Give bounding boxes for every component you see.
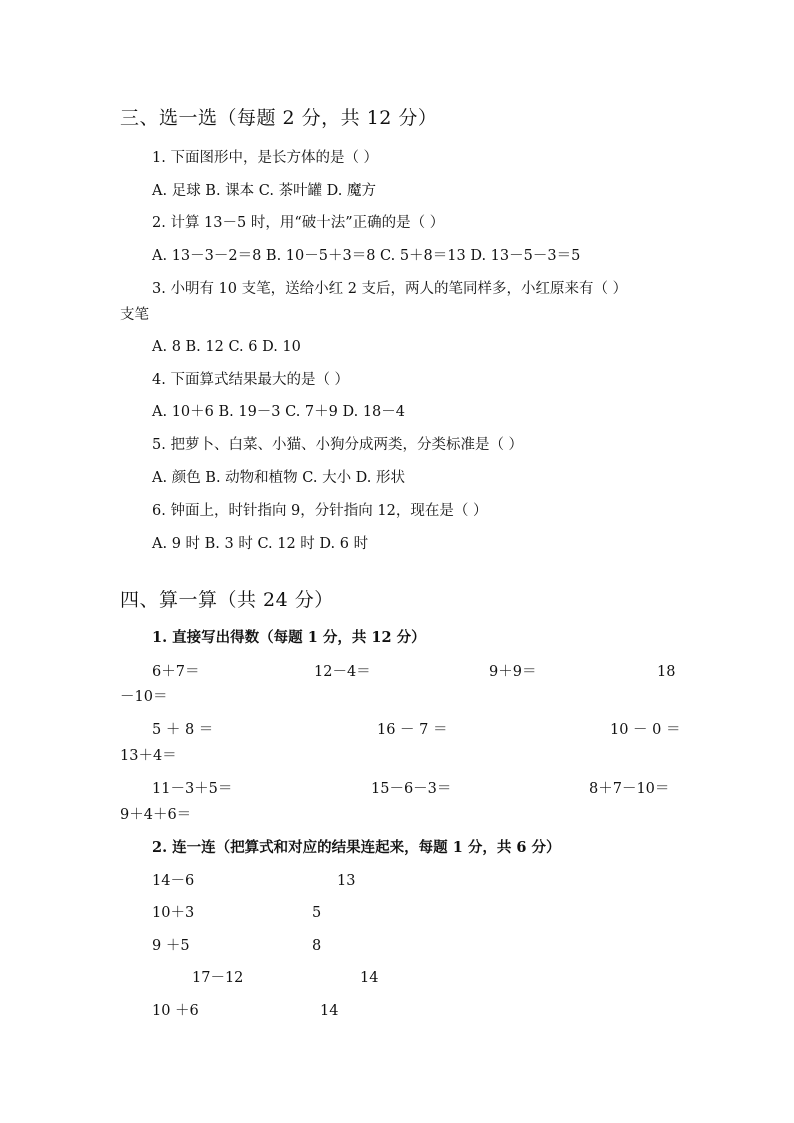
q6-stem: 6. 钟面上，时针指向 9，分针指向 12，现在是（ ）	[152, 503, 488, 519]
calc-item-wrap: －10＝	[120, 689, 168, 705]
part2-title: 2. 连一连（把算式和对应的结果连起来，每题 1 分，共 6 分）	[152, 839, 561, 856]
match-result: 13	[337, 873, 356, 889]
calc-item: 12－4＝	[314, 664, 371, 680]
q6-options: A. 9 时 B. 3 时 C. 12 时 D. 6 时	[152, 536, 369, 552]
q2-options: A. 13－3－2＝8 B. 10－5＋3＝8 C. 5＋8＝13 D. 13－5－3＝5	[152, 248, 581, 264]
calc-item-wrap: 13＋4＝	[120, 748, 177, 764]
section4-title: 四、算一算（共 24 分）	[120, 589, 334, 611]
q3-stem: 3. 小明有 10 支笔，送给小红 2 支后，两人的笔同样多，小红原来有（ ）	[152, 281, 628, 297]
q4-options: A. 10＋6 B. 19－3 C. 7＋9 D. 18－4	[152, 404, 405, 420]
calc-item-wrap: 9＋4＋6＝	[120, 807, 192, 823]
match-result: 14	[360, 970, 379, 986]
calc-item: 5 ＋ 8 ＝	[152, 722, 214, 738]
match-expr: 17－12	[192, 970, 244, 986]
match-result: 8	[312, 938, 322, 954]
match-expr: 14－6	[152, 873, 195, 889]
match-expr: 10＋3	[152, 905, 195, 921]
calc-item: 8＋7－10＝	[589, 781, 670, 797]
q1-stem: 1. 下面图形中，是长方体的是（ ）	[152, 150, 379, 166]
calc-item: 9＋9＝	[489, 664, 537, 680]
q3-options: A. 8 B. 12 C. 6 D. 10	[152, 339, 301, 355]
match-result: 14	[320, 1003, 339, 1019]
part1-title: 1. 直接写出得数（每题 1 分，共 12 分）	[152, 629, 426, 646]
match-expr: 10 ＋6	[152, 1003, 199, 1019]
q4-stem: 4. 下面算式结果最大的是（ ）	[152, 372, 350, 388]
calc-item: 16 － 7 ＝	[377, 722, 448, 738]
q5-stem: 5. 把萝卜、白菜、小猫、小狗分成两类，分类标准是（ ）	[152, 437, 524, 453]
calc-item: 18	[657, 664, 676, 680]
match-expr: 9 ＋5	[152, 938, 190, 954]
q1-options: A. 足球 B. 课本 C. 茶叶罐 D. 魔方	[152, 183, 377, 199]
calc-item: 15－6－3＝	[371, 781, 452, 797]
q2-stem: 2. 计算 13－5 时，用“破十法”正确的是（ ）	[152, 215, 445, 231]
calc-item: 6＋7＝	[152, 664, 200, 680]
section3-title: 三、选一选（每题 2 分，共 12 分）	[120, 107, 438, 129]
calc-item: 11－3＋5＝	[152, 781, 233, 797]
q5-options: A. 颜色 B. 动物和植物 C. 大小 D. 形状	[152, 470, 406, 486]
q3-stem-cont: 支笔	[120, 307, 149, 323]
match-result: 5	[312, 905, 322, 921]
calc-item: 10 － 0 ＝	[610, 722, 681, 738]
